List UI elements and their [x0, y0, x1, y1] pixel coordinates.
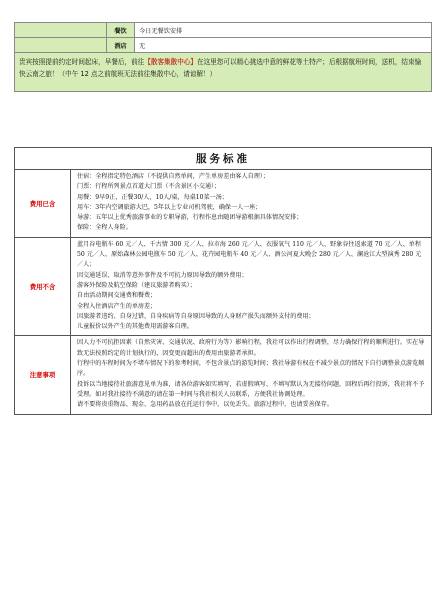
included-row	[15, 170, 432, 238]
included-line: 住宿：全程指定特色酒店（不提供自然单间，产生单房差由客人自理）；	[77, 173, 269, 180]
excluded-row	[15, 237, 432, 336]
excluded-line: 因交通延误、取消等意外事件及不可抗力原因导致的额外费用；	[77, 271, 248, 279]
notice-row	[15, 336, 432, 414]
notice-line: 投诉以当地接待社旅游意见单为准，请各位游客如实填写，若虚假填写、不填写默认为无接待问题，回程后再行投诉，我社将不予受理。如对我社接待不满意的请在第一时间与我社相关人员联系，方便我社协调处理。	[77, 380, 425, 398]
excluded-label: 费用不含	[15, 237, 71, 336]
meal-label: 餐饮	[107, 23, 135, 38]
included-list	[71, 170, 432, 238]
note-highlight: 【散客集散中心】	[144, 58, 198, 66]
excluded-line: 全程入住酒店产生的单房差；	[77, 302, 157, 310]
meal-row	[15, 23, 432, 38]
included-line: 用车：3年内空调旅游大巴，5年以上专业司机驾驶，确保一人一座；	[77, 203, 262, 211]
note-row	[15, 53, 432, 92]
notice-line: 请不要将贵重物品、现金、急用药品放在托运行李中，以免丢失。旅游过程中，也请妥善保存。	[77, 401, 333, 409]
notice-label: 注意事项	[15, 336, 71, 414]
notice-line: 行程中的车程时间为不堵车情况下的参考时间，不包含景点的游览时间；我社导游有权在不减少景点的情况下自行调整景点游览顺序。	[77, 360, 425, 378]
hotel-row	[15, 38, 432, 53]
excluded-line: 游客外保险及航空保险（建议旅游者购买）；	[77, 281, 196, 289]
included-line: 导游：五年以上优秀旅游事业的专职导游，行程作息由随团导游根据具体情况安排；	[77, 214, 303, 222]
blank-cell	[15, 23, 107, 38]
included-line: 门票：行程所列景点首道大门票（不含景区小交通）；	[77, 183, 221, 191]
excluded-line: 因旅游者违约、自身过错、自身疾病等自身原因导致的人身财产损失而额外支付的费用；	[77, 312, 315, 320]
hotel-value: 无	[135, 38, 432, 53]
included-line: 保险：全程人身险。	[77, 224, 132, 232]
excluded-line: 儿童报价以外产生的其他费用需游客自理。	[77, 323, 193, 331]
hotel-label: 酒店	[107, 38, 135, 53]
included-line: 用餐：9早9正，正餐30/人，10人/桌，每桌10菜一汤；	[77, 193, 228, 201]
notice-list	[71, 336, 432, 414]
note-after: 在这里您可以精心挑选中意的鲜花等土特产；后根据航班时间，送机，结束愉快云南之旅！（中午 12 点之前航班无法前往集散中心，请谅解！）	[19, 58, 422, 78]
day-note	[15, 53, 432, 92]
itinerary-table	[14, 22, 432, 92]
notice-line: 因人力不可抗拒因素（自然灾害、交通状况、政府行为等）影响行程，我社可以作出行程调整，尽力确保行程的顺利进行。实在导致无法按照约定的计划执行的，因变更而超出的费用由旅游者承担。	[77, 339, 425, 357]
blank-cell	[15, 38, 107, 53]
included-label: 费用已含	[15, 170, 71, 238]
meal-value: 今日无餐饮安排	[135, 23, 432, 38]
service-standard-table	[14, 147, 432, 415]
note-before: 贵宾按照提前约定时间起床，早餐后，前往	[19, 58, 145, 66]
excluded-line: 蓝月谷电瓶车 60 元／人、千古情 300 元／人、拉市海 260 元／人、衣服氧气 110 元／人、野象谷往返索道 70 元／人、单程 50 元／人、原始森林公园电瓶车 50 元／人、花卉园电瓶车 40 元／人、酒公河夏大晚会 280 元／人、澜沧江大型演秀 280 元／人；	[77, 240, 422, 269]
service-title: 服务标准	[15, 148, 432, 170]
excluded-line: 自由活动期间交通费和餐费；	[77, 292, 157, 300]
excluded-list	[71, 237, 432, 336]
